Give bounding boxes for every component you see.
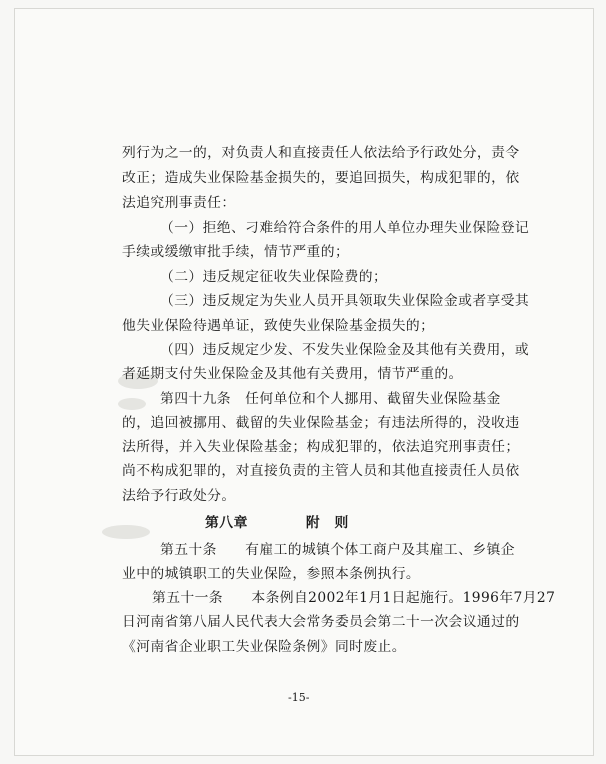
body-line: 者延期支付失业保险金及其他有关费用，情节严重的。 <box>122 366 463 382</box>
body-line: 第五十条 有雇工的城镇个体工商户及其雇工、乡镇企 <box>160 542 515 558</box>
body-line: 业中的城镇职工的失业保险，参照本条例执行。 <box>122 566 421 582</box>
body-line: （二）违反规定征收失业保险费的； <box>160 269 388 285</box>
body-line: （一）拒绝、刁难给符合条件的用人单位办理失业保险登记 <box>160 220 530 236</box>
body-line: 法所得，并入失业保险基金；构成犯罪的，依法追究刑事责任； <box>122 439 520 455</box>
body-line: 第五十一条 本条例自2002年1月1日起施行。1996年7月27 <box>152 590 556 606</box>
body-line: 日河南省第八届人民代表大会常务委员会第二十一次会议通过的 <box>122 614 520 630</box>
body-line: （四）违反规定少发、不发失业保险金及其他有关费用，或 <box>160 342 530 358</box>
body-line: 《河南省企业职工失业保险条例》同时废止。 <box>122 639 406 655</box>
body-line: 他失业保险待遇单证，致使失业保险基金损失的； <box>122 318 435 334</box>
scan-smudge <box>102 525 150 539</box>
body-line: 列行为之一的，对负责人和直接责任人依法给予行政处分，责令 <box>122 145 520 161</box>
body-line: 手续或缓缴审批手续，情节严重的； <box>122 244 350 260</box>
chapter-title: 附 则 <box>305 515 349 531</box>
chapter-number: 第八章 <box>205 515 248 531</box>
body-line: 的，追回被挪用、截留的失业保险基金；有违法所得的，没收违 <box>122 415 520 431</box>
body-line: 尚不构成犯罪的，对直接负责的主管人员和其他直接责任人员依 <box>122 463 520 479</box>
body-line: 第四十九条 任何单位和个人挪用、截留失业保险基金 <box>160 391 501 407</box>
scan-smudge <box>118 398 146 410</box>
chapter-heading <box>205 513 349 533</box>
page-number: -15- <box>288 691 310 704</box>
body-line: （三）违反规定为失业人员开具领取失业保险金或者享受其 <box>160 293 530 309</box>
body-line: 法追究刑事责任： <box>122 195 236 211</box>
body-line: 改正；造成失业保险基金损失的，要追回损失，构成犯罪的，依 <box>122 170 520 186</box>
body-line: 法给予行政处分。 <box>122 488 236 504</box>
